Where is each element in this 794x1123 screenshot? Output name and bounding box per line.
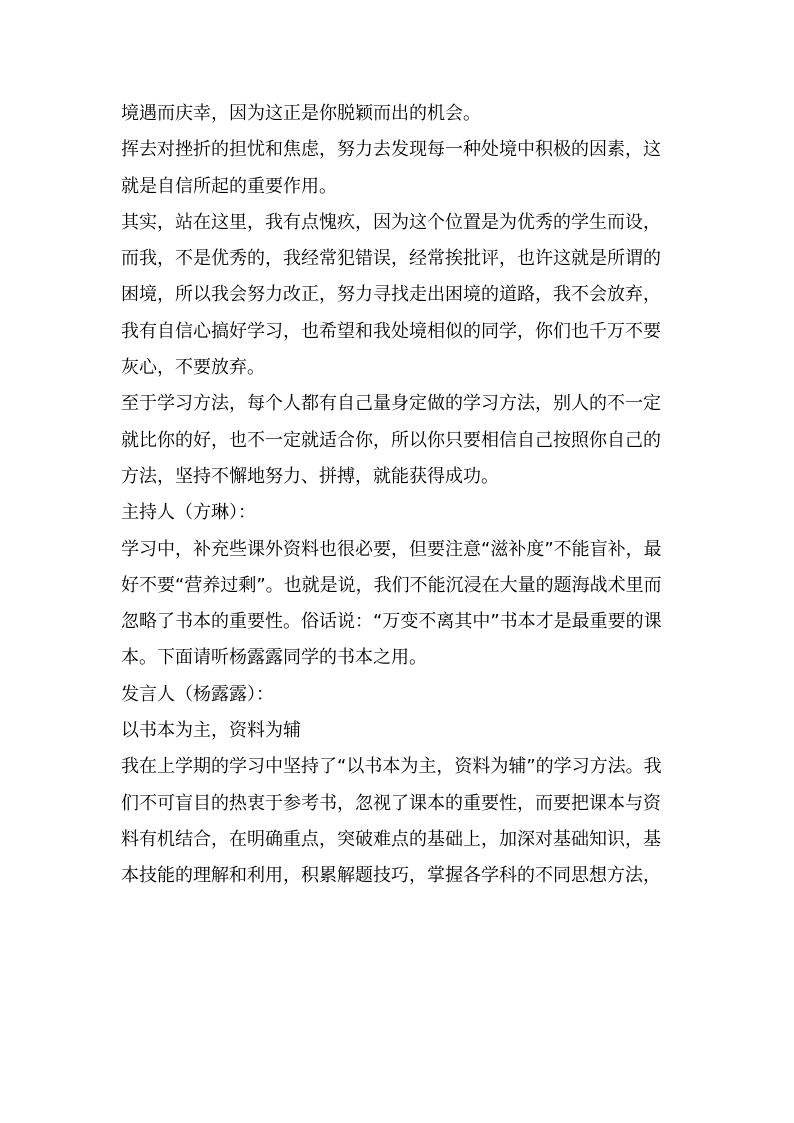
speaker-heading: 主持人（方琳）： [121, 502, 256, 524]
text-line: 就比你的好，也不一定就适合你，所以你只要相信自己按照你自己的 [121, 429, 661, 451]
text-line: 本。下面请听杨露露同学的书本之用。 [121, 647, 427, 669]
text-line: 料有机结合，在明确重点，突破难点的基础上，加深对基础知识，基 [121, 828, 661, 850]
text-line: 至于学习方法，每个人都有自己量身定做的学习方法，别人的不一定 [121, 393, 661, 415]
text-line: 其实，站在这里，我有点愧疚，因为这个位置是为优秀的学生而设， [121, 211, 661, 233]
text-line: 就是自信所起的重要作用。 [121, 175, 337, 197]
text-line: 学习中，补充些课外资料也很必要，但要注意“滋补度”不能盲补，最 [121, 538, 662, 560]
text-line: 我在上学期的学习中坚持了“以书本为主，资料为辅”的学习方法。我 [121, 756, 662, 778]
speaker-heading: 发言人（杨露露）： [121, 683, 274, 705]
text-line: 方法，坚持不懈地努力、拼搏，就能获得成功。 [121, 465, 499, 487]
text-line: 们不可盲目的热衷于参考书，忽视了课本的重要性，而要把课本与资 [121, 792, 661, 814]
document-body [121, 96, 681, 895]
text-line: 本技能的理解和利用，积累解题技巧，掌握各学科的不同思想方法， [121, 865, 661, 887]
text-line: 困境，所以我会努力改正，努力寻找走出困境的道路，我不会放弃， [121, 284, 661, 306]
text-line: 灰心，不要放弃。 [121, 357, 265, 379]
text-line: 而我，不是优秀的，我经常犯错误，经常挨批评，也许这就是所谓的 [121, 248, 661, 270]
section-title: 以书本为主，资料为辅 [121, 720, 301, 742]
text-line: 挥去对挫折的担忧和焦虑，努力去发现每一种处境中积极的因素，这 [121, 139, 661, 161]
text-line: 忽略了书本的重要性。俗话说：“万变不离其中”书本才是最重要的课 [121, 611, 662, 633]
text-line: 境遇而庆幸，因为这正是你脱颖而出的机会。 [121, 103, 481, 124]
text-line: 好不要“营养过剩”。也就是说，我们不能沉浸在大量的题海战术里而 [121, 574, 662, 596]
text-line: 我有自信心搞好学习，也希望和我处境相似的同学，你们也千万不要 [121, 320, 661, 342]
